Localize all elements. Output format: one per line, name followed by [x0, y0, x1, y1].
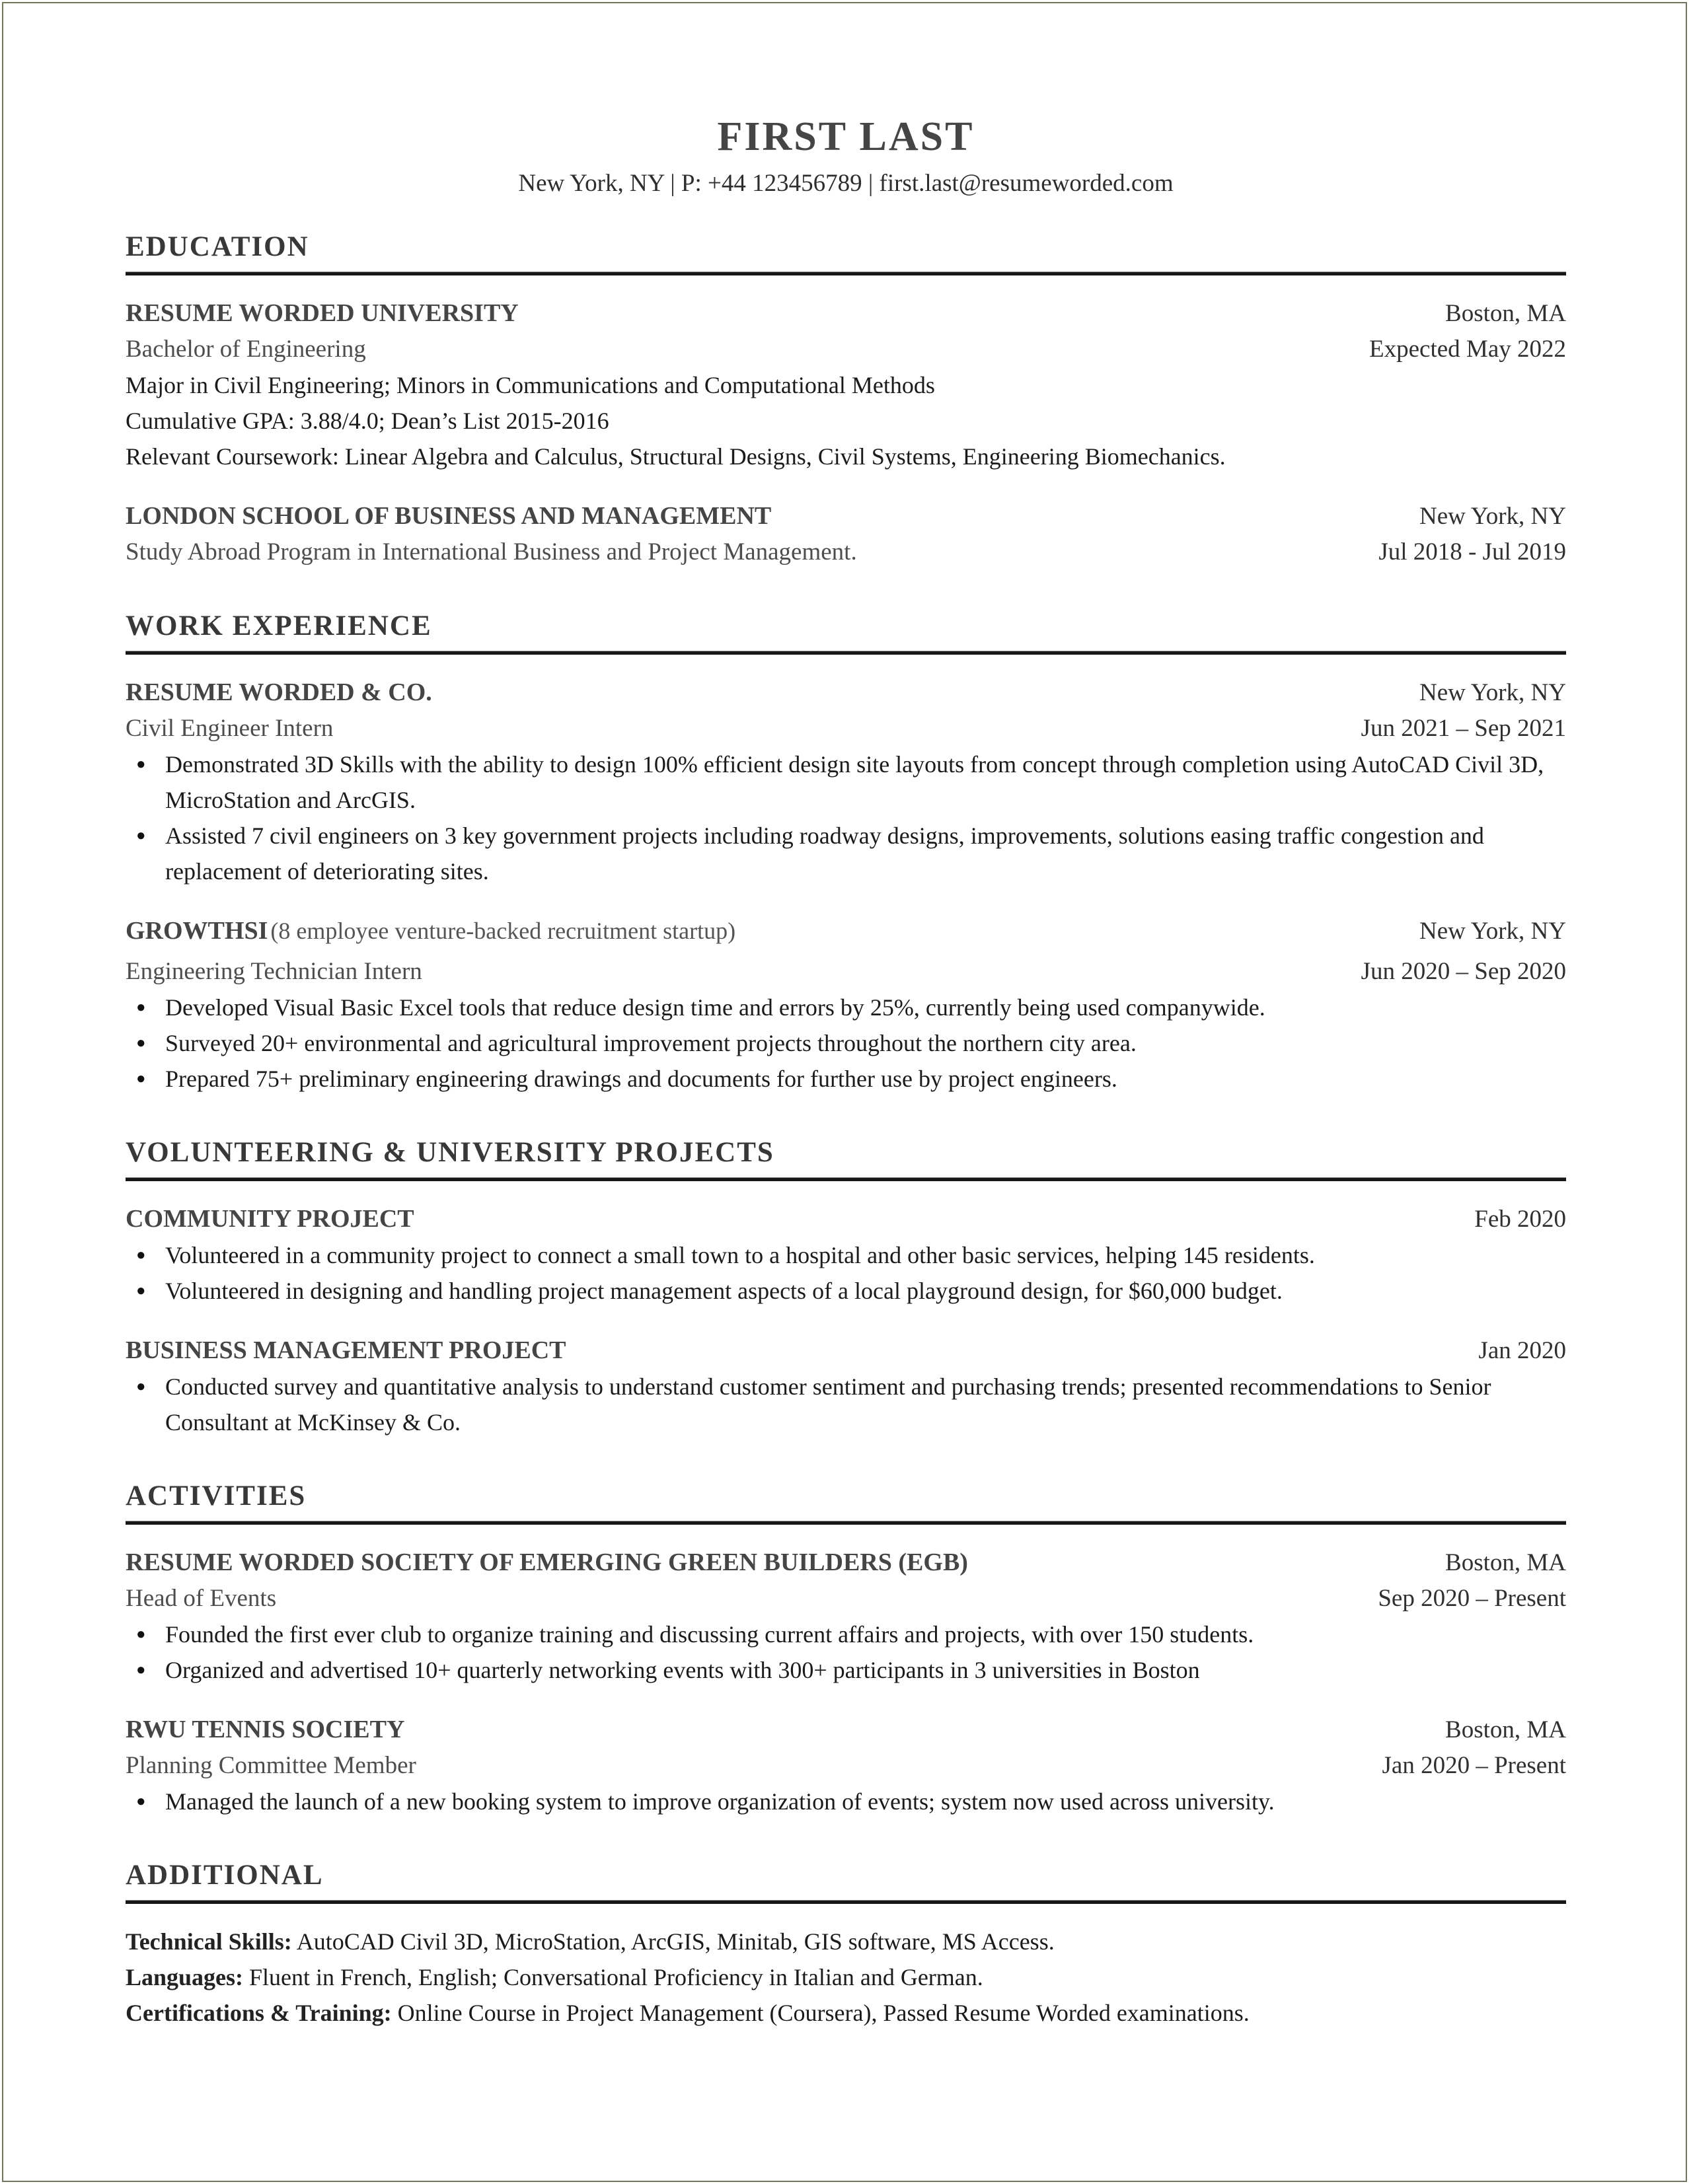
additional-label: Certifications & Training: — [126, 2000, 392, 2026]
org-name: RESUME WORDED & CO. — [126, 678, 432, 706]
entry-dates: Jun 2020 – Sep 2020 — [1361, 958, 1566, 985]
contact-line: New York, NY | P: +44 123456789 | first.last@resumeworded.com — [518, 170, 1174, 197]
section-title-additional: ADDITIONAL — [126, 1860, 324, 1891]
section-education — [126, 228, 1566, 570]
additional-label: Technical Skills: — [126, 1928, 292, 1955]
entry-subtitle: Study Abroad Program in International Business and Project Management. — [126, 538, 857, 565]
additional-line — [126, 1924, 1566, 1959]
section-rule — [126, 272, 1566, 275]
entry-location: New York, NY — [1419, 918, 1566, 945]
section-title-education: EDUCATION — [126, 231, 309, 262]
section-rule — [126, 1521, 1566, 1525]
detail-line: Relevant Coursework: Linear Algebra and Calculus, Structural Designs, Civil Systems, Engineering Biomechanics. — [126, 443, 1226, 470]
org-name: COMMUNITY PROJECT — [126, 1205, 414, 1233]
entry-location: Boston, MA — [1445, 1716, 1566, 1743]
work-entry — [126, 674, 1566, 889]
entry-location: New York, NY — [1419, 679, 1566, 706]
bullet-list — [126, 1617, 1566, 1688]
additional-line — [126, 1959, 1566, 1995]
entry-dates: Jun 2021 – Sep 2021 — [1361, 715, 1566, 742]
entry-subtitle: Engineering Technician Intern — [126, 958, 422, 985]
section-title-work-experience: WORK EXPERIENCE — [126, 610, 432, 641]
section-rule — [126, 1900, 1566, 1904]
bullet-list — [126, 746, 1566, 889]
entry-dates: Feb 2020 — [1474, 1206, 1566, 1233]
section-title-volunteering: VOLUNTEERING & UNIVERSITY PROJECTS — [126, 1137, 774, 1168]
org-name: RESUME WORDED UNIVERSITY — [126, 299, 519, 327]
additional-line — [126, 1995, 1566, 2031]
entry-dates: Jan 2020 – Present — [1382, 1752, 1566, 1779]
work-entry — [126, 913, 1566, 1097]
bullet-item: ● Developed Visual Basic Excel tools that reduce design time and errors by 25%, currently being used companywide. — [126, 990, 1566, 1025]
bullet-item: ● Assisted 7 civil engineers on 3 key government projects including roadway designs, improvements, solutions easing traffic congestion and replacement of deteriorating sites. — [126, 818, 1566, 889]
org-name: LONDON SCHOOL OF BUSINESS AND MANAGEMENT — [126, 502, 772, 530]
org-name: RWU TENNIS SOCIETY — [126, 1716, 405, 1743]
bullet-item: ● Demonstrated 3D Skills with the ability to design 100% efficient design site layouts from concept through completion using AutoCAD Civil 3D, MicroStation and ArcGIS. — [126, 746, 1566, 818]
bullet-item: ● Organized and advertised 10+ quarterly networking events with 300+ participants in 3 universities in Boston — [126, 1652, 1566, 1688]
section-volunteering — [126, 1134, 1566, 1440]
volunteering-entry — [126, 1332, 1566, 1440]
detail-line: Cumulative GPA: 3.88/4.0; Dean’s List 2015-2016 — [126, 408, 609, 434]
bullet-item: ● Conducted survey and quantitative analysis to understand customer sentiment and purchasing trends; presented recommendations to Senior Consultant at McKinsey & Co. — [126, 1369, 1566, 1440]
org-name: BUSINESS MANAGEMENT PROJECT — [126, 1336, 566, 1364]
additional-text: Fluent in French, English; Conversational Proficiency in Italian and German. — [243, 1964, 983, 1990]
entry-subtitle: Planning Committee Member — [126, 1752, 416, 1779]
bullet-list — [126, 1237, 1566, 1309]
bullet-item: ● Volunteered in a community project to connect a small town to a hospital and other basic services, helping 145 residents. — [126, 1237, 1566, 1273]
section-work-experience — [126, 607, 1566, 1097]
additional-label: Languages: — [126, 1964, 244, 1990]
resume-name: FIRST LAST — [717, 114, 975, 159]
entry-subtitle: Bachelor of Engineering — [126, 336, 366, 363]
entry-dates: Expected May 2022 — [1369, 336, 1566, 363]
org-note: (8 employee venture-backed recruitment startup) — [270, 918, 736, 944]
entry-location: Boston, MA — [1445, 300, 1566, 327]
section-rule — [126, 651, 1566, 655]
bullet-list — [126, 1784, 1566, 1819]
org-name: RESUME WORDED SOCIETY OF EMERGING GREEN BUILDERS (EGB) — [126, 1548, 968, 1576]
additional-text: AutoCAD Civil 3D, MicroStation, ArcGIS, Minitab, GIS software, MS Access. — [291, 1928, 1055, 1955]
entry-subtitle: Civil Engineer Intern — [126, 715, 334, 742]
education-entry — [126, 295, 1566, 474]
entry-dates: Sep 2020 – Present — [1378, 1585, 1566, 1612]
section-additional — [126, 1856, 1566, 2031]
education-entry — [126, 498, 1566, 570]
activities-entry — [126, 1712, 1566, 1819]
activities-entry — [126, 1545, 1566, 1688]
bullet-item: ● Surveyed 20+ environmental and agricultural improvement projects throughout the northern city area. — [126, 1025, 1566, 1061]
volunteering-entry — [126, 1201, 1566, 1309]
section-title-activities: ACTIVITIES — [126, 1480, 307, 1511]
bullet-item: ● Managed the launch of a new booking system to improve organization of events; system now used across university. — [126, 1784, 1566, 1819]
bullet-item: ● Prepared 75+ preliminary engineering drawings and documents for further use by project engineers. — [126, 1061, 1566, 1097]
bullet-list — [126, 990, 1566, 1097]
bullet-item: ● Founded the first ever club to organize training and discussing current affairs and projects, with over 150 students. — [126, 1617, 1566, 1652]
additional-text: Online Course in Project Management (Coursera), Passed Resume Worded examinations. — [391, 2000, 1250, 2026]
bullet-list — [126, 1369, 1566, 1440]
entry-location: New York, NY — [1419, 503, 1566, 530]
detail-line: Major in Civil Engineering; Minors in Communications and Computational Methods — [126, 372, 935, 398]
entry-dates: Jul 2018 - Jul 2019 — [1378, 538, 1566, 565]
org-name: GROWTHSI — [126, 917, 268, 945]
section-rule — [126, 1177, 1566, 1181]
entry-location: Boston, MA — [1445, 1549, 1566, 1576]
bullet-item: ● Volunteered in designing and handling project management aspects of a local playground design, for $60,000 budget. — [126, 1273, 1566, 1309]
entry-subtitle: Head of Events — [126, 1585, 277, 1612]
entry-dates: Jan 2020 — [1478, 1337, 1566, 1364]
section-activities — [126, 1477, 1566, 1819]
